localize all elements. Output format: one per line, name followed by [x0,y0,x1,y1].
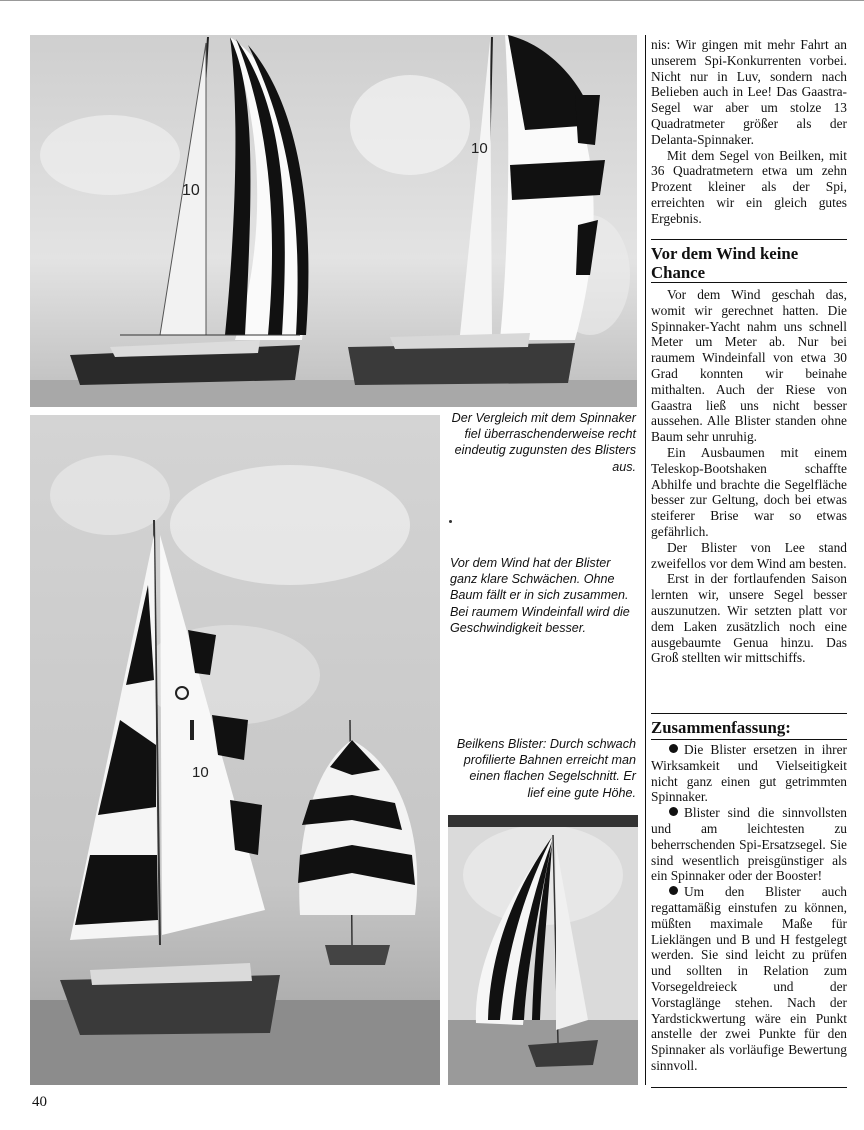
right-sail-number: 10 [471,140,488,157]
column-bottom-rule [651,1087,847,1088]
photo-two-boats [30,35,637,407]
caption-beilken: Beilkens Blister: Durch schwach profilierte Bahnen erreicht man einen flachen Segelschnitt. Er lief eine gute Höhe. [456,737,636,800]
page-number: 40 [32,1094,47,1110]
paragraph: Mit dem Segel von Beilken, mit 36 Quadratmetern etwa um zehn Prozent kleiner als der Spi, erreichten wir ein gleich gutes Ergebnis. [651,147,847,226]
summary-item: Die Blister ersetzen in ihrer Wirksamkeit und Vielseitigkeit nicht ganz einen gut getrimmten Spinnaker. [651,742,847,805]
paragraph: Erst in der fortlaufenden Saison lernten wir, unsere Segel besser auszunutzen. Wir setzten platt vor dem Laken zusätzlich noch eine ausgebaumte Genua hinzu. Das Groß stellten wir mittschiffs. [651,571,847,666]
photo-blister-downwind [30,415,440,1085]
heading-rule [651,282,847,283]
big-sail-number: 10 [192,764,209,781]
bullet-icon [669,807,678,816]
bullet-icon [669,886,678,895]
caption-downwind: Vor dem Wind hat der Blister ganz klare Schwächen. Ohne Baum fällt er in sich zusammen. Bei raumem Windeinfall wird die Geschwindigkeit besser. [450,556,630,635]
left-sail-number: 10 [182,182,200,199]
section-heading-summary: Zusammenfassung: [651,713,847,737]
summary-item: Blister sind die sinnvollsten und am leichtesten zu beherrschenden Spi-Ersatzsegel. Sie sind wesentlich preisgünstiger als ein Spinnaker oder der Booster! [651,805,847,884]
summary-item: Um den Blister auch regattamäßig einstufen zu können, müßten maximale Maße für Lieklängen und B und H festgelegt werden. Sie sind leicht zu prüfen und sollten in Relation zum Vorsegeldreieck und der Vorstaglänge stehen. Nach der Yardstickwertung wäre ein Punkt anstelle der zwei Punkte für den Spinnaker als vorläufige Bewertung sinnvoll. [651,884,847,1073]
page-top-rule [0,0,864,1]
caption-comparison: Der Vergleich mit dem Spinnaker fiel überraschenderweise recht eindeutig zugunsten des Blisters aus. [451,411,636,474]
paragraph: Vor dem Wind geschah das, womit wir gerechnet hatten. Die Spinnaker-Yacht nahm uns schnell Meter um Meter ab. Nur bei raumem Windeinfall von etwa 30 Grad konnten wir beinahe mithalten. Auch der Riese von Gaastra ließ uns nicht besser aussehen. Alle Blister standen ohne Baum sehr unruhig. [651,287,847,445]
bullet-icon [669,744,678,753]
paragraph: nis: Wir gingen mit mehr Fahrt an unserem Spi-Konkurrenten vorbei. Nicht nur in Luv, sondern nach Belieben auch in Lee! Das Gaastra-Segel war aber um stolze 13 Quadratmeter größer als der Delanta-Spinnaker. [651,37,847,147]
section-downwind-text [651,287,847,666]
paragraph: Der Blister von Lee stand zweifellos vor dem Wind am besten. [651,539,847,571]
stray-mark [449,520,452,523]
section-heading-downwind: Vor dem Wind keine Chance [651,239,847,282]
summary-text [651,742,847,1074]
photo-beilken-blister [448,815,638,1085]
intro-text [651,37,847,227]
column-divider [645,35,646,1085]
paragraph: Ein Ausbaumen mit einem Teleskop-Bootshaken schaffte Abhilfe und brachte die Segelfläche besser zur Geltung, doch bei etwas steiferer Brise war so etwas gefährlich. [651,444,847,539]
heading-rule [651,739,847,740]
